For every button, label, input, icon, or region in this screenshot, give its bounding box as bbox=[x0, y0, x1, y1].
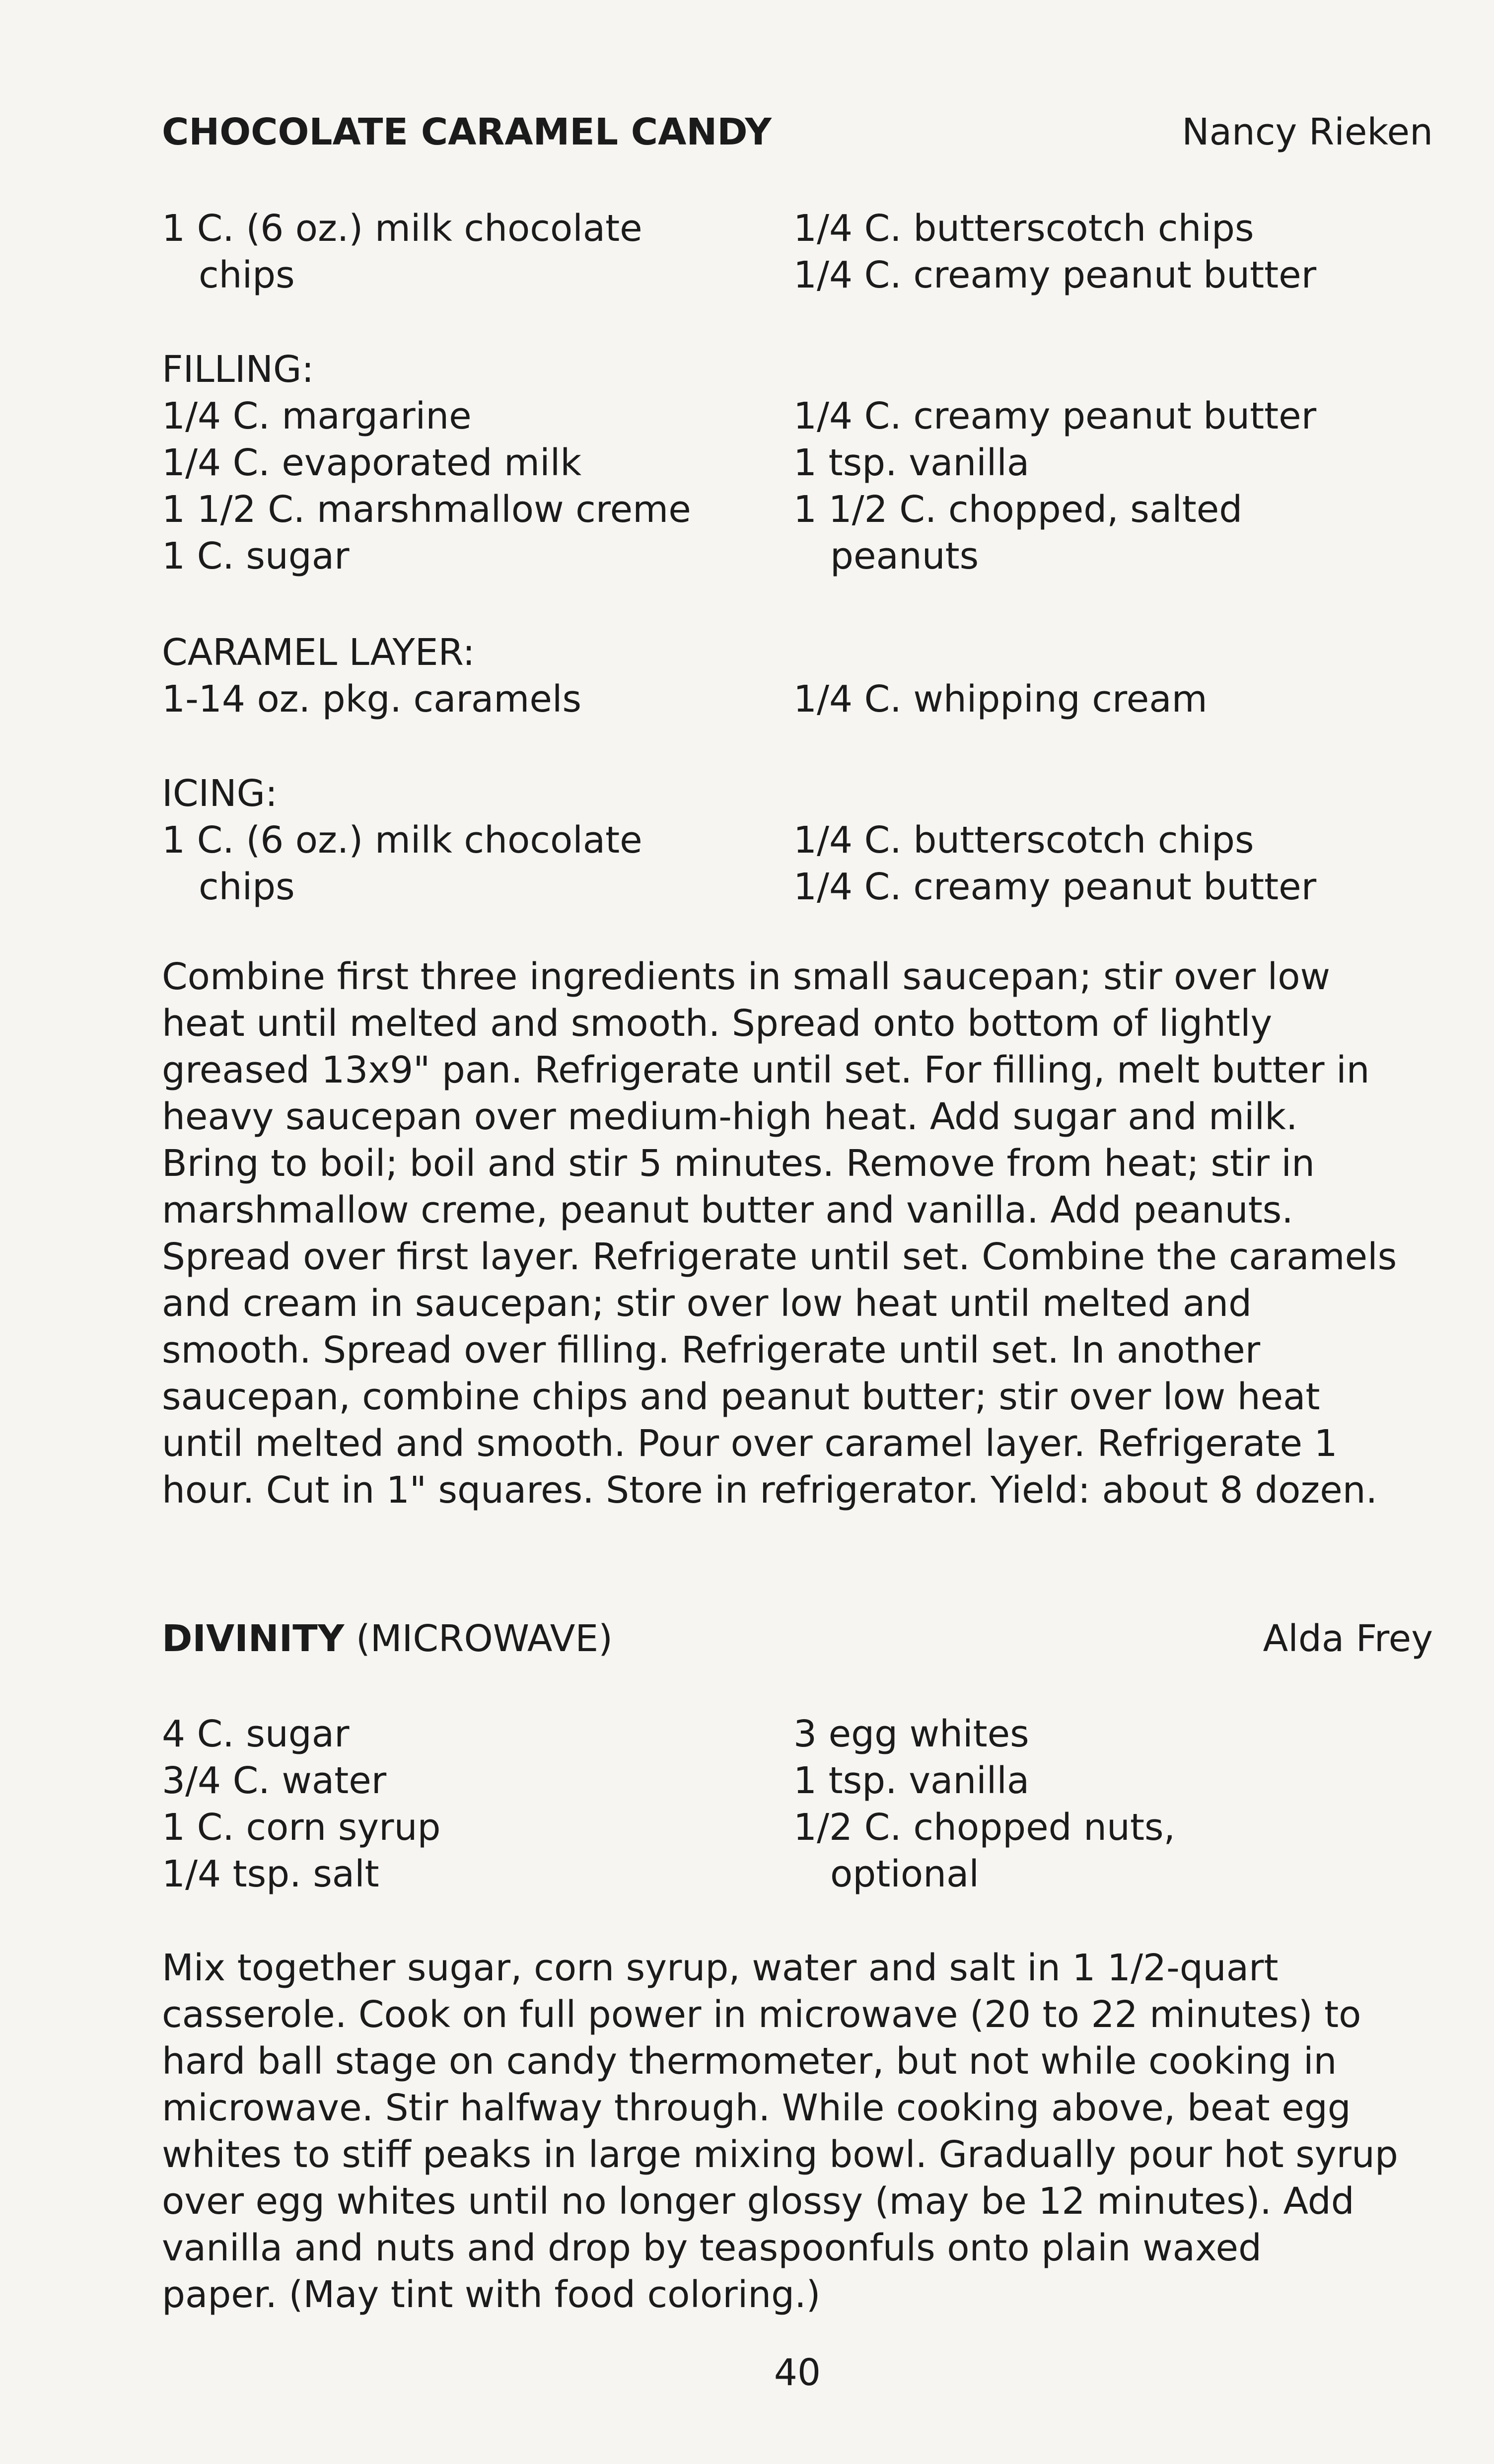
ingredient-left: 1-14 oz. pkg. caramels bbox=[162, 678, 582, 721]
recipe-directions bbox=[162, 1945, 1433, 2318]
directions-line: casserole. Cook on full power in microwave (20 to 22 minutes) to bbox=[162, 1993, 1361, 2036]
ingredient-left: 1/4 C. margarine bbox=[162, 395, 472, 437]
ingredient-left: 1 C. (6 oz.) milk chocolate bbox=[162, 207, 642, 250]
directions-line: smooth. Spread over filling. Refrigerate until set. In another bbox=[162, 1329, 1261, 1372]
directions-line: greased 13x9" pan. Refrigerate until set. For filling, melt butter in bbox=[162, 1049, 1370, 1091]
ingredient-left: 1 C. (6 oz.) milk chocolate bbox=[162, 819, 642, 862]
ingredient-right: 1 tsp. vanilla bbox=[793, 441, 1030, 484]
directions-line: and cream in saucepan; stir over low heat until melted and bbox=[162, 1282, 1252, 1325]
recipe-title: DIVINITY bbox=[162, 1617, 345, 1660]
cookbook-page bbox=[162, 99, 1433, 2433]
ingredient-left: chips bbox=[199, 866, 295, 908]
recipe-directions bbox=[162, 953, 1433, 1514]
ingredient-left: 4 C. sugar bbox=[162, 1713, 350, 1755]
directions-line: vanilla and nuts and drop by teaspoonfuls onto plain waxed bbox=[162, 2227, 1262, 2269]
ingredient-left: 1 C. sugar bbox=[162, 535, 350, 578]
recipe-title-line bbox=[162, 1615, 613, 1663]
section-heading-filling: FILLING: bbox=[162, 348, 314, 391]
directions-line: hard ball stage on candy thermometer, but not while cooking in bbox=[162, 2040, 1337, 2083]
ingredient-right: 1 1/2 C. chopped, salted bbox=[793, 488, 1243, 531]
ingredient-right: 1 tsp. vanilla bbox=[793, 1759, 1030, 1802]
ingredient-left: 1/4 C. evaporated milk bbox=[162, 441, 582, 484]
ingredient-left: 1/4 tsp. salt bbox=[162, 1853, 379, 1895]
page-number: 40 bbox=[774, 2351, 821, 2394]
recipe-title: CHOCOLATE CARAMEL CANDY bbox=[162, 111, 772, 153]
directions-line: Bring to boil; boil and stir 5 minutes. Remove from heat; stir in bbox=[162, 1142, 1315, 1185]
ingredient-right: 1/4 C. creamy peanut butter bbox=[793, 395, 1317, 437]
directions-line: heavy saucepan over medium-high heat. Add sugar and milk. bbox=[162, 1095, 1298, 1138]
ingredient-right: 1/4 C. creamy peanut butter bbox=[793, 254, 1317, 296]
ingredient-right: 1/4 C. creamy peanut butter bbox=[793, 866, 1317, 908]
ingredient-right: 1/4 C. butterscotch chips bbox=[793, 819, 1254, 862]
recipe-subtitle: (MICROWAVE) bbox=[356, 1617, 613, 1660]
directions-line: Spread over first layer. Refrigerate until set. Combine the caramels bbox=[162, 1235, 1397, 1278]
directions-line: paper. (May tint with food coloring.) bbox=[162, 2273, 821, 2316]
directions-line: microwave. Stir halfway through. While cooking above, beat egg bbox=[162, 2087, 1351, 2129]
directions-line: Combine first three ingredients in small saucepan; stir over low bbox=[162, 955, 1331, 998]
ingredient-right: 1/4 C. butterscotch chips bbox=[793, 207, 1254, 250]
ingredient-left: chips bbox=[199, 254, 295, 296]
ingredient-left: 1 C. corn syrup bbox=[162, 1806, 441, 1849]
directions-line: until melted and smooth. Pour over caramel layer. Refrigerate 1 bbox=[162, 1422, 1338, 1465]
directions-line: Mix together sugar, corn syrup, water and salt in 1 1/2-quart bbox=[162, 1947, 1279, 1989]
directions-line: whites to stiff peaks in large mixing bowl. Gradually pour hot syrup bbox=[162, 2133, 1398, 2176]
directions-line: heat until melted and smooth. Spread onto bottom of lightly bbox=[162, 1002, 1273, 1045]
directions-line: saucepan, combine chips and peanut butter; stir over low heat bbox=[162, 1376, 1320, 1418]
directions-line: over egg whites until no longer glossy (may be 12 minutes). Add bbox=[162, 2180, 1354, 2223]
ingredient-right: 3 egg whites bbox=[793, 1713, 1029, 1755]
ingredient-left: 3/4 C. water bbox=[162, 1759, 387, 1802]
ingredient-left: 1 1/2 C. marshmallow creme bbox=[162, 488, 691, 531]
ingredient-right: 1/4 C. whipping cream bbox=[793, 678, 1208, 721]
ingredient-right: peanuts bbox=[830, 535, 979, 578]
ingredient-right: 1/2 C. chopped nuts, bbox=[793, 1806, 1176, 1849]
section-heading-icing: ICING: bbox=[162, 772, 278, 815]
directions-line: marshmallow creme, peanut butter and vanilla. Add peanuts. bbox=[162, 1189, 1293, 1232]
recipe-author: Alda Frey bbox=[1263, 1617, 1433, 1660]
section-heading-caramel: CARAMEL LAYER: bbox=[162, 631, 475, 674]
ingredient-right: optional bbox=[830, 1853, 979, 1895]
directions-line: hour. Cut in 1" squares. Store in refrigerator. Yield: about 8 dozen. bbox=[162, 1469, 1378, 1512]
recipe-author: Nancy Rieken bbox=[1182, 111, 1433, 153]
